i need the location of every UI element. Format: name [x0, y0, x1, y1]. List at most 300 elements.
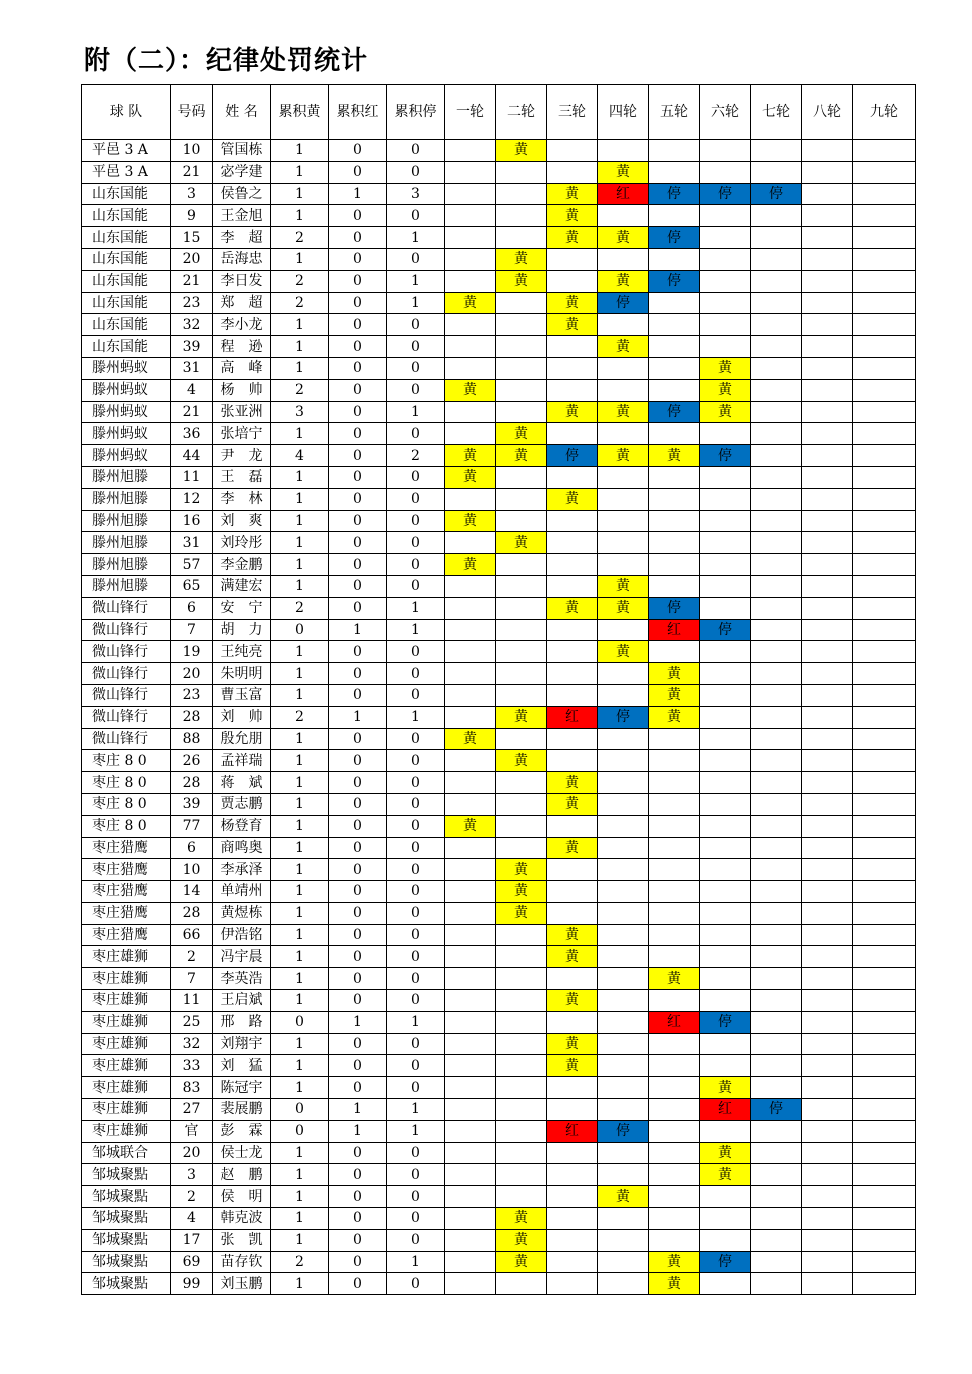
team-cell: 微山锋行 [82, 663, 171, 685]
team-cell: 邹城聚點 [82, 1208, 171, 1230]
total-red-cell: 0 [329, 728, 387, 750]
round-5-cell [649, 248, 700, 270]
team-cell: 滕州旭滕 [82, 488, 171, 510]
round-2-cell [496, 1273, 547, 1295]
number-cell: 36 [171, 423, 213, 445]
total-red-cell: 0 [329, 292, 387, 314]
round-9-cell [853, 815, 916, 837]
round-5-cell: 黄 [649, 1251, 700, 1273]
round-7-cell [751, 1055, 802, 1077]
round-2-cell [496, 401, 547, 423]
round-1-cell [445, 1011, 496, 1033]
number-cell: 28 [171, 772, 213, 794]
number-cell: 57 [171, 554, 213, 576]
header-round-7: 七轮 [751, 85, 802, 140]
round-2-cell [496, 837, 547, 859]
round-8-cell [802, 445, 853, 467]
round-8-cell [802, 1142, 853, 1164]
round-3-cell [547, 161, 598, 183]
team-cell: 微山锋行 [82, 641, 171, 663]
name-cell: 陈冠宇 [213, 1077, 271, 1099]
name-cell: 曹玉富 [213, 684, 271, 706]
name-cell: 苗存钦 [213, 1251, 271, 1273]
round-4-cell: 红 [598, 183, 649, 205]
total-suspension-cell: 0 [387, 728, 445, 750]
total-suspension-cell: 0 [387, 902, 445, 924]
team-cell: 山东国能 [82, 336, 171, 358]
total-suspension-cell: 1 [387, 401, 445, 423]
round-8-cell [802, 532, 853, 554]
round-3-cell [547, 423, 598, 445]
total-yellow-cell: 1 [271, 924, 329, 946]
table-row [82, 554, 916, 576]
round-8-cell [802, 379, 853, 401]
round-4-cell [598, 1164, 649, 1186]
total-suspension-cell: 0 [387, 314, 445, 336]
number-cell: 39 [171, 336, 213, 358]
round-8-cell [802, 554, 853, 576]
team-cell: 山东国能 [82, 248, 171, 270]
team-cell: 邹城聚點 [82, 1229, 171, 1251]
total-yellow-cell: 1 [271, 314, 329, 336]
table-row [82, 510, 916, 532]
round-7-cell [751, 292, 802, 314]
round-6-cell [700, 1273, 751, 1295]
team-cell: 微山锋行 [82, 619, 171, 641]
total-suspension-cell: 0 [387, 336, 445, 358]
round-7-cell: 停 [751, 1099, 802, 1121]
round-7-cell [751, 314, 802, 336]
table-row [82, 1077, 916, 1099]
round-9-cell [853, 1273, 916, 1295]
name-cell: 杨登育 [213, 815, 271, 837]
table-row [82, 793, 916, 815]
total-yellow-cell: 1 [271, 1164, 329, 1186]
round-8-cell [802, 837, 853, 859]
total-suspension-cell: 0 [387, 575, 445, 597]
total-yellow-cell: 1 [271, 772, 329, 794]
round-1-cell [445, 946, 496, 968]
header-total-yellow: 累积黄 [271, 85, 329, 140]
round-3-cell [547, 248, 598, 270]
total-yellow-cell: 1 [271, 423, 329, 445]
name-cell: 侯士龙 [213, 1142, 271, 1164]
round-1-cell [445, 1273, 496, 1295]
round-8-cell [802, 423, 853, 445]
round-3-cell: 黄 [547, 597, 598, 619]
name-cell: 岳海忠 [213, 248, 271, 270]
round-5-cell [649, 1186, 700, 1208]
round-2-cell [496, 1055, 547, 1077]
round-5-cell [649, 1208, 700, 1230]
total-yellow-cell: 1 [271, 990, 329, 1012]
team-cell: 邹城聚點 [82, 1186, 171, 1208]
total-yellow-cell: 2 [271, 227, 329, 249]
round-4-cell [598, 554, 649, 576]
number-cell: 官 [171, 1120, 213, 1142]
round-1-cell [445, 750, 496, 772]
total-red-cell: 0 [329, 248, 387, 270]
name-cell: 高 峰 [213, 357, 271, 379]
round-3-cell: 黄 [547, 488, 598, 510]
round-6-cell [700, 466, 751, 488]
round-3-cell [547, 750, 598, 772]
round-3-cell: 黄 [547, 205, 598, 227]
name-cell: 刘 猛 [213, 1055, 271, 1077]
table-row [82, 1208, 916, 1230]
name-cell: 郑 超 [213, 292, 271, 314]
total-red-cell: 0 [329, 1251, 387, 1273]
round-6-cell [700, 990, 751, 1012]
round-1-cell [445, 1164, 496, 1186]
total-red-cell: 0 [329, 1055, 387, 1077]
round-7-cell [751, 837, 802, 859]
team-cell: 枣庄猎鹰 [82, 859, 171, 881]
round-8-cell [802, 1011, 853, 1033]
name-cell: 管国栋 [213, 140, 271, 162]
number-cell: 26 [171, 750, 213, 772]
total-red-cell: 0 [329, 357, 387, 379]
name-cell: 刘翔宇 [213, 1033, 271, 1055]
name-cell: 刘玉鹏 [213, 1273, 271, 1295]
round-6-cell: 黄 [700, 379, 751, 401]
table-row [82, 750, 916, 772]
total-suspension-cell: 1 [387, 1120, 445, 1142]
round-2-cell [496, 728, 547, 750]
round-5-cell [649, 1229, 700, 1251]
round-4-cell [598, 1011, 649, 1033]
round-5-cell: 停 [649, 183, 700, 205]
total-suspension-cell: 1 [387, 292, 445, 314]
round-8-cell [802, 1208, 853, 1230]
round-1-cell [445, 1055, 496, 1077]
round-1-cell: 黄 [445, 292, 496, 314]
header-round-9: 九轮 [853, 85, 916, 140]
team-cell: 邹城聚點 [82, 1251, 171, 1273]
round-3-cell [547, 619, 598, 641]
team-cell: 滕州旭滕 [82, 466, 171, 488]
total-red-cell: 0 [329, 837, 387, 859]
round-9-cell [853, 532, 916, 554]
round-6-cell [700, 292, 751, 314]
round-3-cell [547, 379, 598, 401]
round-6-cell [700, 793, 751, 815]
round-9-cell [853, 554, 916, 576]
team-cell: 平邑 3 A [82, 140, 171, 162]
round-9-cell [853, 793, 916, 815]
round-7-cell [751, 859, 802, 881]
name-cell: 胡 力 [213, 619, 271, 641]
table-row [82, 619, 916, 641]
round-3-cell [547, 466, 598, 488]
round-2-cell: 黄 [496, 881, 547, 903]
round-2-cell [496, 924, 547, 946]
total-yellow-cell: 0 [271, 1120, 329, 1142]
total-yellow-cell: 1 [271, 554, 329, 576]
round-7-cell [751, 1251, 802, 1273]
total-yellow-cell: 0 [271, 1011, 329, 1033]
round-2-cell: 黄 [496, 902, 547, 924]
round-8-cell [802, 1273, 853, 1295]
round-5-cell [649, 1164, 700, 1186]
total-red-cell: 0 [329, 1164, 387, 1186]
round-2-cell: 黄 [496, 532, 547, 554]
table-row [82, 205, 916, 227]
round-4-cell [598, 815, 649, 837]
round-4-cell: 黄 [598, 445, 649, 467]
round-4-cell: 停 [598, 292, 649, 314]
total-red-cell: 0 [329, 793, 387, 815]
round-5-cell [649, 750, 700, 772]
total-yellow-cell: 1 [271, 663, 329, 685]
round-2-cell [496, 205, 547, 227]
total-yellow-cell: 1 [271, 357, 329, 379]
round-8-cell [802, 990, 853, 1012]
number-cell: 21 [171, 401, 213, 423]
round-6-cell [700, 314, 751, 336]
round-4-cell [598, 1208, 649, 1230]
round-5-cell [649, 488, 700, 510]
round-1-cell [445, 1033, 496, 1055]
round-3-cell [547, 270, 598, 292]
round-8-cell [802, 619, 853, 641]
round-3-cell [547, 881, 598, 903]
round-5-cell [649, 314, 700, 336]
table-row [82, 575, 916, 597]
round-6-cell [700, 641, 751, 663]
round-8-cell [802, 968, 853, 990]
round-3-cell: 黄 [547, 837, 598, 859]
round-1-cell [445, 881, 496, 903]
total-red-cell: 1 [329, 706, 387, 728]
round-8-cell [802, 161, 853, 183]
round-7-cell [751, 140, 802, 162]
round-9-cell [853, 575, 916, 597]
round-5-cell [649, 1099, 700, 1121]
round-4-cell [598, 532, 649, 554]
round-4-cell: 停 [598, 706, 649, 728]
round-5-cell: 黄 [649, 706, 700, 728]
round-1-cell: 黄 [445, 466, 496, 488]
round-5-cell [649, 140, 700, 162]
total-suspension-cell: 0 [387, 357, 445, 379]
round-7-cell [751, 750, 802, 772]
total-yellow-cell: 1 [271, 1229, 329, 1251]
name-cell: 伊浩铭 [213, 924, 271, 946]
round-6-cell [700, 837, 751, 859]
number-cell: 65 [171, 575, 213, 597]
round-5-cell [649, 575, 700, 597]
total-suspension-cell: 1 [387, 706, 445, 728]
round-9-cell [853, 1229, 916, 1251]
total-suspension-cell: 0 [387, 1229, 445, 1251]
round-1-cell [445, 1208, 496, 1230]
total-red-cell: 0 [329, 423, 387, 445]
round-2-cell [496, 1186, 547, 1208]
total-suspension-cell: 1 [387, 270, 445, 292]
total-suspension-cell: 0 [387, 554, 445, 576]
round-9-cell [853, 183, 916, 205]
round-8-cell [802, 466, 853, 488]
round-3-cell: 黄 [547, 401, 598, 423]
round-9-cell [853, 488, 916, 510]
round-6-cell [700, 1055, 751, 1077]
round-8-cell [802, 314, 853, 336]
round-8-cell [802, 663, 853, 685]
round-6-cell [700, 968, 751, 990]
round-2-cell [496, 357, 547, 379]
round-4-cell [598, 1099, 649, 1121]
round-7-cell [751, 227, 802, 249]
round-4-cell [598, 990, 649, 1012]
round-4-cell: 黄 [598, 227, 649, 249]
round-4-cell [598, 968, 649, 990]
header-name: 姓 名 [213, 85, 271, 140]
round-9-cell [853, 161, 916, 183]
team-cell: 枣庄雄狮 [82, 946, 171, 968]
team-cell: 平邑 3 A [82, 161, 171, 183]
round-2-cell [496, 183, 547, 205]
round-6-cell [700, 1186, 751, 1208]
round-9-cell [853, 968, 916, 990]
round-8-cell [802, 750, 853, 772]
header-total-suspension: 累积停 [387, 85, 445, 140]
name-cell: 王 磊 [213, 466, 271, 488]
round-6-cell [700, 336, 751, 358]
team-cell: 微山锋行 [82, 706, 171, 728]
round-9-cell [853, 946, 916, 968]
round-8-cell [802, 140, 853, 162]
page-title: 附（二）：纪律处罚统计 [84, 46, 369, 76]
round-9-cell [853, 663, 916, 685]
number-cell: 33 [171, 1055, 213, 1077]
total-suspension-cell: 0 [387, 466, 445, 488]
round-5-cell [649, 532, 700, 554]
total-yellow-cell: 1 [271, 946, 329, 968]
round-3-cell: 黄 [547, 1033, 598, 1055]
number-cell: 25 [171, 1011, 213, 1033]
header-round-2: 二轮 [496, 85, 547, 140]
round-3-cell [547, 357, 598, 379]
round-6-cell [700, 423, 751, 445]
round-2-cell: 黄 [496, 270, 547, 292]
round-9-cell [853, 510, 916, 532]
total-red-cell: 0 [329, 270, 387, 292]
round-7-cell [751, 793, 802, 815]
name-cell: 李 林 [213, 488, 271, 510]
round-1-cell: 黄 [445, 379, 496, 401]
round-8-cell [802, 1077, 853, 1099]
round-4-cell [598, 728, 649, 750]
round-6-cell [700, 706, 751, 728]
total-suspension-cell: 0 [387, 750, 445, 772]
total-red-cell: 0 [329, 1142, 387, 1164]
round-7-cell [751, 423, 802, 445]
round-6-cell [700, 859, 751, 881]
round-8-cell [802, 205, 853, 227]
round-8-cell [802, 859, 853, 881]
table-row [82, 859, 916, 881]
team-cell: 山东国能 [82, 205, 171, 227]
number-cell: 10 [171, 859, 213, 881]
round-7-cell [751, 902, 802, 924]
round-4-cell [598, 205, 649, 227]
round-6-cell [700, 532, 751, 554]
number-cell: 7 [171, 968, 213, 990]
table-row [82, 1011, 916, 1033]
round-1-cell [445, 1077, 496, 1099]
round-4-cell [598, 750, 649, 772]
round-4-cell [598, 859, 649, 881]
table-row [82, 968, 916, 990]
total-red-cell: 0 [329, 466, 387, 488]
round-1-cell: 黄 [445, 510, 496, 532]
round-3-cell: 黄 [547, 772, 598, 794]
round-9-cell [853, 336, 916, 358]
name-cell: 彭 霖 [213, 1120, 271, 1142]
round-4-cell [598, 619, 649, 641]
round-4-cell: 黄 [598, 641, 649, 663]
round-7-cell [751, 357, 802, 379]
total-red-cell: 1 [329, 1120, 387, 1142]
number-cell: 21 [171, 161, 213, 183]
round-9-cell [853, 1186, 916, 1208]
round-7-cell [751, 619, 802, 641]
name-cell: 刘 帅 [213, 706, 271, 728]
name-cell: 李小龙 [213, 314, 271, 336]
total-suspension-cell: 0 [387, 423, 445, 445]
round-8-cell [802, 728, 853, 750]
total-suspension-cell: 0 [387, 510, 445, 532]
round-5-cell [649, 1055, 700, 1077]
number-cell: 2 [171, 946, 213, 968]
round-2-cell [496, 1164, 547, 1186]
total-red-cell: 0 [329, 772, 387, 794]
round-4-cell: 黄 [598, 401, 649, 423]
round-7-cell [751, 205, 802, 227]
round-8-cell [802, 401, 853, 423]
round-7-cell [751, 597, 802, 619]
table-row [82, 161, 916, 183]
round-6-cell [700, 902, 751, 924]
round-9-cell [853, 881, 916, 903]
total-red-cell: 0 [329, 314, 387, 336]
round-8-cell [802, 793, 853, 815]
round-7-cell [751, 248, 802, 270]
number-cell: 32 [171, 314, 213, 336]
round-3-cell [547, 1229, 598, 1251]
number-cell: 11 [171, 990, 213, 1012]
round-9-cell [853, 641, 916, 663]
table-row [82, 1186, 916, 1208]
total-red-cell: 0 [329, 859, 387, 881]
round-4-cell [598, 1273, 649, 1295]
team-cell: 枣庄雄狮 [82, 1055, 171, 1077]
total-red-cell: 0 [329, 1186, 387, 1208]
round-2-cell [496, 1120, 547, 1142]
round-6-cell: 黄 [700, 357, 751, 379]
total-yellow-cell: 1 [271, 1208, 329, 1230]
team-cell: 枣庄 8 0 [82, 750, 171, 772]
round-4-cell [598, 663, 649, 685]
team-cell: 微山锋行 [82, 728, 171, 750]
table-row [82, 706, 916, 728]
header-round-6: 六轮 [700, 85, 751, 140]
total-red-cell: 1 [329, 183, 387, 205]
number-cell: 27 [171, 1099, 213, 1121]
round-7-cell [751, 510, 802, 532]
discipline-table [81, 84, 916, 1295]
